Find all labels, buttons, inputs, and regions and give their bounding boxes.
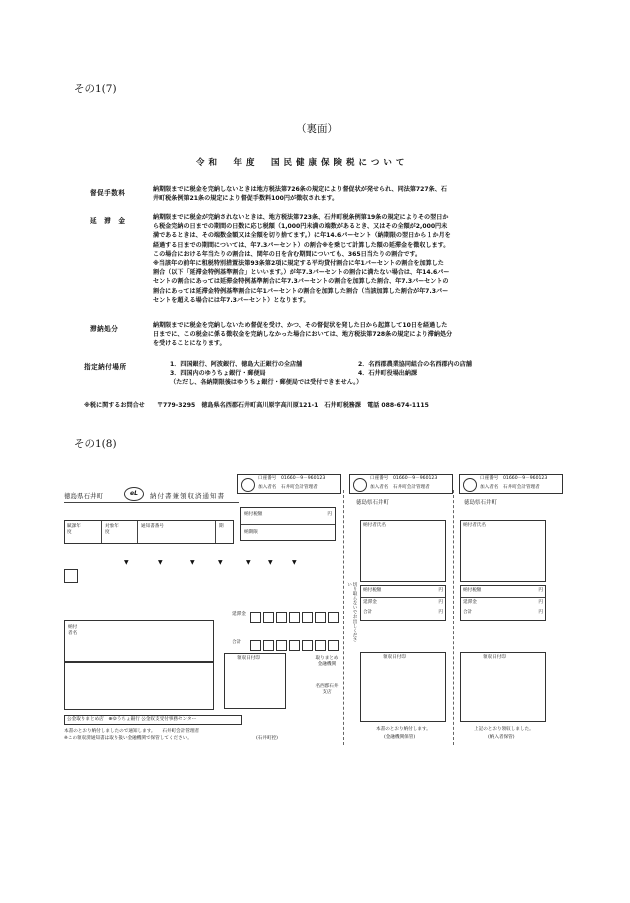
yen-label: 円 [538, 610, 543, 615]
delinquent-col-label: 延滞金 [463, 600, 477, 605]
account-label: 口座番号 [258, 476, 277, 481]
yen-label: 円 [327, 512, 332, 517]
municipality-label-3: 徳島県石井町 [464, 500, 498, 506]
marker-icon: ▼ [246, 559, 251, 566]
middle-amount-box [360, 585, 446, 621]
municipality-label-2: 徳島県石井町 [356, 500, 390, 506]
form-title: 納付書兼領収済通知書 [150, 492, 225, 500]
eltax-logo-icon: eL [124, 487, 144, 501]
postal-mark-icon [353, 478, 367, 492]
account-label: 口座番号 [370, 476, 389, 481]
contact-info: ※税に関するお問合せ 〒779-3295 徳島県名西郡石井町高川原字高川原121-1 石井町税務課 電話 088-674-1115 [84, 402, 429, 409]
text-line: この場合における年当たりの割合は、閏年の日を含む期間についても、365日当たりの割合です。 [153, 250, 422, 258]
row-label-late: 延 滞 金 [90, 217, 126, 225]
payment-note: （ただし、各納期限後はゆうちょ銀行・郵便局では受付できません。） [170, 379, 363, 387]
postal-mark-icon [463, 478, 477, 492]
postal-mark-icon [241, 478, 255, 492]
payment-place: 2．名西郡農業協同組合の名西郡内の店舗 [358, 361, 472, 368]
text-line: 井町税条例第21条の規定により督促手数料100円が徴収されます。 [153, 195, 339, 203]
copy-note: (石井町控) [256, 736, 278, 741]
row-text-late [153, 213, 553, 305]
yen-label: 円 [438, 600, 443, 605]
delinquent-label: 延滞金 [232, 612, 246, 617]
payer-block [64, 620, 214, 662]
payer-col-label: 納付者氏名 [363, 523, 386, 528]
collector-strip: 公金取りまとめ店 ⊕ゆうちょ銀行 公金収支受付事務センター [64, 715, 242, 725]
text-line: を受けることになります。 [153, 340, 226, 348]
account-number: 01660－9－960123 [503, 476, 548, 481]
payment-place: 3．四国内のゆうちょ銀行・郵便局 [170, 370, 266, 378]
document-title: 令和 年度 国民健康保険税について [196, 158, 409, 168]
yen-label: 円 [438, 610, 443, 615]
text-line: ら税金完納の日までの期間の日数に応じ税額（1,000円未満の端数があるとき、又はその全額が2,000円未 [153, 223, 448, 231]
text-line: 満であるときは、その端数金額又は全額を切り捨てます。）に年14.6パーセント（納期限の翌日から１か月を [153, 232, 451, 240]
municipality-label: 徳島県石井町 [64, 492, 103, 500]
bank-name-label: 名西郡石井支店 [315, 684, 339, 695]
collector-name: ゆうちょ銀行 公金収支受付事務センター [112, 717, 197, 722]
received-note: 上記のとおり領収しました。 [474, 727, 534, 732]
yen-label: 円 [538, 600, 543, 605]
collector-label: 公金取りまとめ店 [67, 717, 104, 722]
payment-place-label: 指定納付場所 [84, 363, 127, 371]
account-label: 口座番号 [480, 476, 499, 481]
tax-amount-label: 納付税額 [244, 512, 263, 517]
amount-col-label: 納付税額 [463, 588, 482, 593]
middle-payer-box [360, 520, 446, 582]
text-line: 割合（以下「延滞金特例基準割合」といいます。）が年7.3パーセントの割合に満たない場合は、年14.6パー [153, 269, 450, 277]
cut-instruction: 切り取らないでお出しください [346, 582, 357, 642]
stamp-col-label: 領収日付印 [483, 655, 506, 660]
subscriber-label: 加入者名 [258, 485, 277, 490]
delinquent-col-label: 延滞金 [363, 600, 377, 605]
row-label-disposition: 滞納処分 [90, 325, 119, 333]
payer-area [64, 662, 214, 710]
marker-icon: ▼ [124, 559, 129, 566]
account-number: 01660－9－960123 [281, 476, 326, 481]
yen-label: 円 [438, 588, 443, 593]
account-header-3 [459, 474, 563, 494]
subscriber-label: 加入者名 [370, 485, 389, 490]
payment-place-list-left [170, 360, 370, 388]
subscriber-label: 加入者名 [480, 485, 499, 490]
right-stamp-box [460, 652, 546, 722]
text-line: 日までに、この税金に係る徴収金を完納しなかった場合においては、地方税法第728条の規定により滞納処分 [153, 331, 453, 339]
delinquent-boxes [250, 608, 341, 627]
cut-line [453, 490, 454, 745]
text-line: セントの割合にあっては延滞金特例基準割合に年7.3パーセントの割合を加算した割合、年7.3パーセントの [153, 278, 449, 286]
account-header-1 [237, 474, 341, 494]
yen-label: 円 [538, 588, 543, 593]
section-label-7: その1(7) [74, 83, 117, 95]
total-col-label: 合計 [363, 610, 373, 615]
payer-label: 納付者名 [68, 625, 78, 636]
payer-keep-label: (納入者保管) [488, 735, 515, 740]
text-line: 納期限までに税金が完納されないときは、地方税法第723条、石井町税条例第19条の規定によりその翌日か [153, 214, 449, 221]
subscriber-name: 石井町会計管理者 [503, 485, 540, 490]
back-side-label: （裏面） [296, 123, 338, 135]
total-col-label: 合計 [463, 610, 473, 615]
stamp-label: 領収日付印 [237, 656, 260, 661]
text-line: 納期限までに税金を完納しないため督促を受け、かつ、その督促状を発した日から起算して10日を経過した [153, 322, 448, 329]
total-label: 合計 [232, 640, 242, 645]
right-payer-box [460, 520, 546, 582]
subscriber-name: 石井町会計管理者 [393, 485, 430, 490]
stamp-col-label: 領収日付印 [383, 655, 406, 660]
marker-icon: ▼ [190, 559, 195, 566]
notice-label: 通知書番号 [141, 524, 164, 529]
amount-due-box [240, 507, 336, 541]
marker-icon: ▼ [292, 559, 297, 566]
account-header-2 [349, 474, 453, 494]
term-label: 期 [219, 524, 224, 529]
payment-place: 4．石井町役場出納課 [358, 370, 418, 378]
year-label: 賦課年度 [67, 524, 81, 535]
marker-icon: ▼ [268, 559, 273, 566]
receipt-note: 本書のとおり納付しましたので通知します。 石井町会計管理者 [64, 729, 200, 734]
year-notice-row [64, 520, 234, 544]
right-amount-box [460, 585, 546, 621]
marker-icon: ▼ [158, 559, 163, 566]
text-line: 経過する日までの期間については、年7.3パーセント）の割合※を乗じて計算した額の延滞金を徴収します。 [153, 241, 450, 249]
amount-col-label: 納付税額 [363, 588, 382, 593]
frame-line [64, 502, 239, 503]
text-line: 納期限までに税金を完納しないときは地方税法第726条の規定により督促状が発せられ、同法第727条、石 [153, 186, 447, 193]
paid-note: 本書のとおり納付します。 [376, 727, 431, 732]
subscriber-name: 石井町会計管理者 [281, 485, 318, 490]
target-year-label: 対象年度 [105, 524, 119, 535]
marker-icon: ▼ [218, 559, 223, 566]
payment-place-list-right [358, 360, 558, 378]
checkbox-square[interactable] [64, 569, 78, 583]
bank-collect-label: 取りまとめ金融機関 [315, 656, 339, 667]
text-line: 割合にあっては延滞金特例基準割合に年1パーセントの割合を加算した割合（当該加算した割合が年7.3パー [153, 287, 449, 295]
text-line: セントを超える場合には年7.3パーセント）となります。 [153, 296, 310, 304]
account-number: 01660－9－960123 [393, 476, 438, 481]
row-text-fee [153, 185, 553, 203]
bank-keep-label: (金融機関保管) [384, 735, 416, 740]
due-label: 納期限 [244, 530, 258, 535]
section-label-8: その1(8) [74, 438, 117, 450]
stamp-area-1 [224, 653, 286, 709]
row-text-disposition [153, 321, 553, 349]
divider [241, 524, 335, 525]
payer-col-label: 納付者氏名 [463, 523, 486, 528]
retention-note: ※この領収済通知書は取り扱い金融機関で保管してください。 [64, 736, 192, 741]
payment-place: 1．四国銀行、阿波銀行、徳島大正銀行の全店舗 [170, 361, 303, 368]
text-line: ※当該年の前年に租税特別措置法第93条第2項に規定する平均貸付割合に年1パーセントの割合を加算した [153, 260, 444, 268]
middle-stamp-box [360, 652, 446, 722]
cut-line [343, 490, 344, 745]
row-label-fee: 督促手数料 [90, 189, 126, 197]
